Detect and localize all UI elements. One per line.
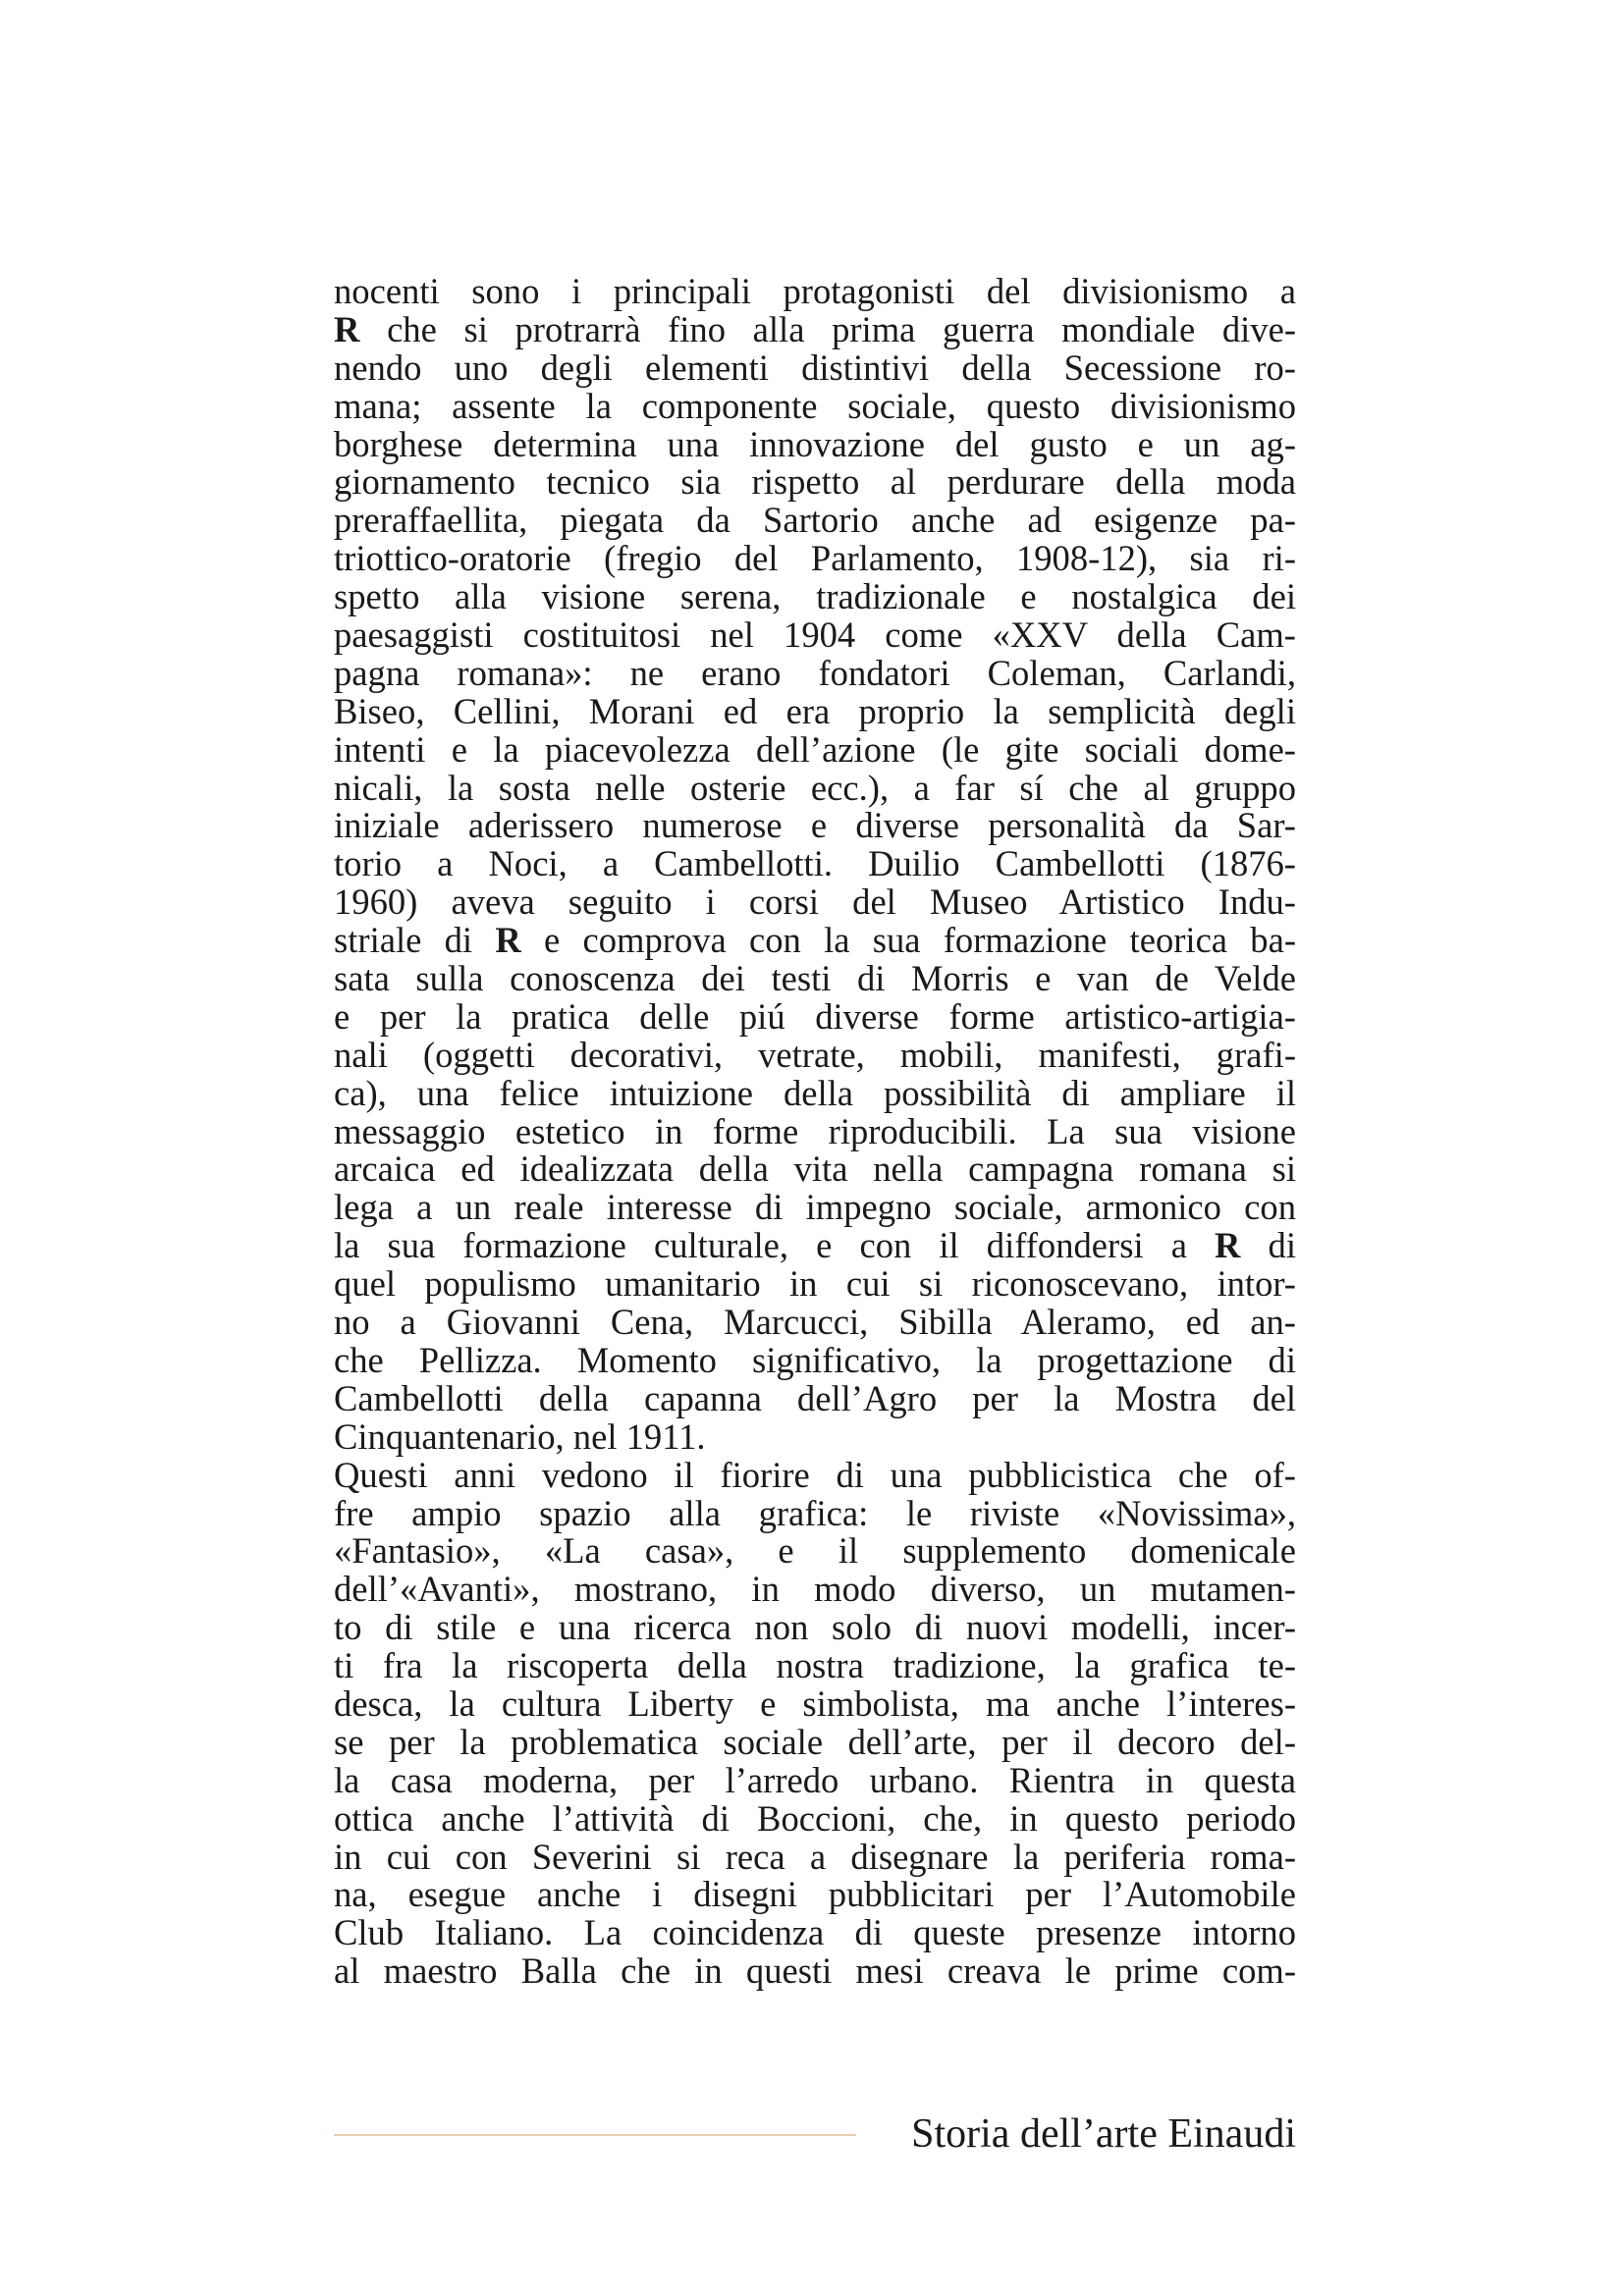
- text-line: pagna romana»: ne erano fondatori Coleman, Carlandi,: [334, 652, 1296, 693]
- text-line: preraffaellita, piegata da Sartorio anche ad esigenze pa-: [334, 500, 1296, 541]
- text-line: triottico-oratorie (fregio del Parlamento, 1908-12), sia ri-: [334, 538, 1296, 579]
- text-line: na, esegue anche i disegni pubblicitari per l’Automobile: [334, 1874, 1296, 1915]
- text-line: fre ampio spazio alla grafica: le riviste «Novissima»,: [334, 1492, 1296, 1533]
- text-line: quel populismo umanitario in cui si riconoscevano, intor-: [334, 1263, 1296, 1305]
- text-line: ottica anche l’attività di Boccioni, che, in questo periodo: [334, 1797, 1296, 1839]
- body-text: [334, 273, 1296, 1991]
- footer-rule: [334, 2134, 856, 2136]
- abbreviation-r: R: [1215, 1225, 1241, 1266]
- text-line: ti fra la riscoperta della nostra tradizione, la grafica te-: [334, 1645, 1296, 1686]
- text-line: ca), una felice intuizione della possibilità di ampliare il: [334, 1072, 1296, 1113]
- text-line: to di stile e una ricerca non solo di nuovi modelli, incer-: [334, 1607, 1296, 1648]
- text-line: spetto alla visione serena, tradizionale e nostalgica dei: [334, 576, 1296, 617]
- text-line: desca, la cultura Liberty e simbolista, ma anche l’interes-: [334, 1682, 1296, 1724]
- text-line: Cambellotti della capanna dell’Agro per la Mostra del: [334, 1377, 1296, 1418]
- abbreviation-r: R: [495, 920, 521, 961]
- text-line: nali (oggetti decorativi, vetrate, mobili, manifesti, grafi-: [334, 1034, 1296, 1075]
- text-line: iniziale aderissero numerose e diverse personalità da Sar-: [334, 805, 1296, 846]
- text-line: Club Italiano. La coincidenza di queste presenze intorno: [334, 1912, 1296, 1953]
- text-line: Cinquantenario, nel 1911.: [334, 1415, 706, 1457]
- text-line: in cui con Severini si reca a disegnare la periferia roma-: [334, 1836, 1296, 1877]
- text-line: che Pellizza. Momento significativo, la progettazione di: [334, 1339, 1296, 1380]
- text-line: Questi anni vedono il fiorire di una pubblicistica che of-: [334, 1454, 1296, 1495]
- text-line: nendo uno degli elementi distintivi della Secessione ro-: [334, 347, 1296, 388]
- text-line: no a Giovanni Cena, Marcucci, Sibilla Aleramo, ed an-: [334, 1302, 1296, 1343]
- text-line: R che si protrarrà fino alla prima guerra mondiale dive-: [334, 308, 1296, 349]
- text-line: paesaggisti costituitosi nel 1904 come «XXV della Cam-: [334, 614, 1296, 656]
- footer-title: Storia dell’arte Einaudi: [911, 2111, 1296, 2157]
- text-line: «Fantasio», «La casa», e il supplemento domenicale: [334, 1530, 1296, 1572]
- text-line: dell’«Avanti», mostrano, in modo diverso, un mutamen-: [334, 1569, 1296, 1610]
- text-line: mana; assente la componente sociale, questo divisionismo: [334, 385, 1296, 426]
- text-line: intenti e la piacevolezza dell’azione (le gite sociali dome-: [334, 728, 1296, 770]
- abbreviation-r: R: [334, 308, 360, 349]
- text-line: sata sulla conoscenza dei testi di Morris e van de Velde: [334, 958, 1296, 999]
- text-line: la sua formazione culturale, e con il diffondersi a R di: [334, 1225, 1296, 1266]
- text-line: 1960) aveva seguito i corsi del Museo Artistico Indu-: [334, 881, 1296, 923]
- text-line: se per la problematica sociale dell’arte, per il decoro del-: [334, 1721, 1296, 1762]
- text-line: nocenti sono i principali protagonisti del divisionismo a: [334, 271, 1296, 311]
- text-line: al maestro Balla che in questi mesi creava le prime com-: [334, 1950, 1296, 1992]
- text-line: arcaica ed idealizzata della vita nella campagna romana si: [334, 1148, 1296, 1190]
- text-line: giornamento tecnico sia rispetto al perdurare della moda: [334, 461, 1296, 503]
- text-line: Biseo, Cellini, Morani ed era proprio la semplicità degli: [334, 690, 1296, 731]
- text-line: la casa moderna, per l’arredo urbano. Rientra in questa: [334, 1759, 1296, 1800]
- text-line: messaggio estetico in forme riproducibili. La sua visione: [334, 1110, 1296, 1151]
- text-line: nicali, la sosta nelle osterie ecc.), a far sí che al gruppo: [334, 767, 1296, 808]
- text-line: e per la pratica delle piú diverse forme artistico-artigia-: [334, 995, 1296, 1037]
- text-line: torio a Noci, a Cambellotti. Duilio Cambellotti (1876-: [334, 843, 1296, 884]
- text-line: lega a un reale interesse di impegno sociale, armonico con: [334, 1187, 1296, 1228]
- text-line: striale di R e comprova con la sua formazione teorica ba-: [334, 920, 1297, 961]
- text-line: borghese determina una innovazione del gusto e un ag-: [334, 423, 1296, 464]
